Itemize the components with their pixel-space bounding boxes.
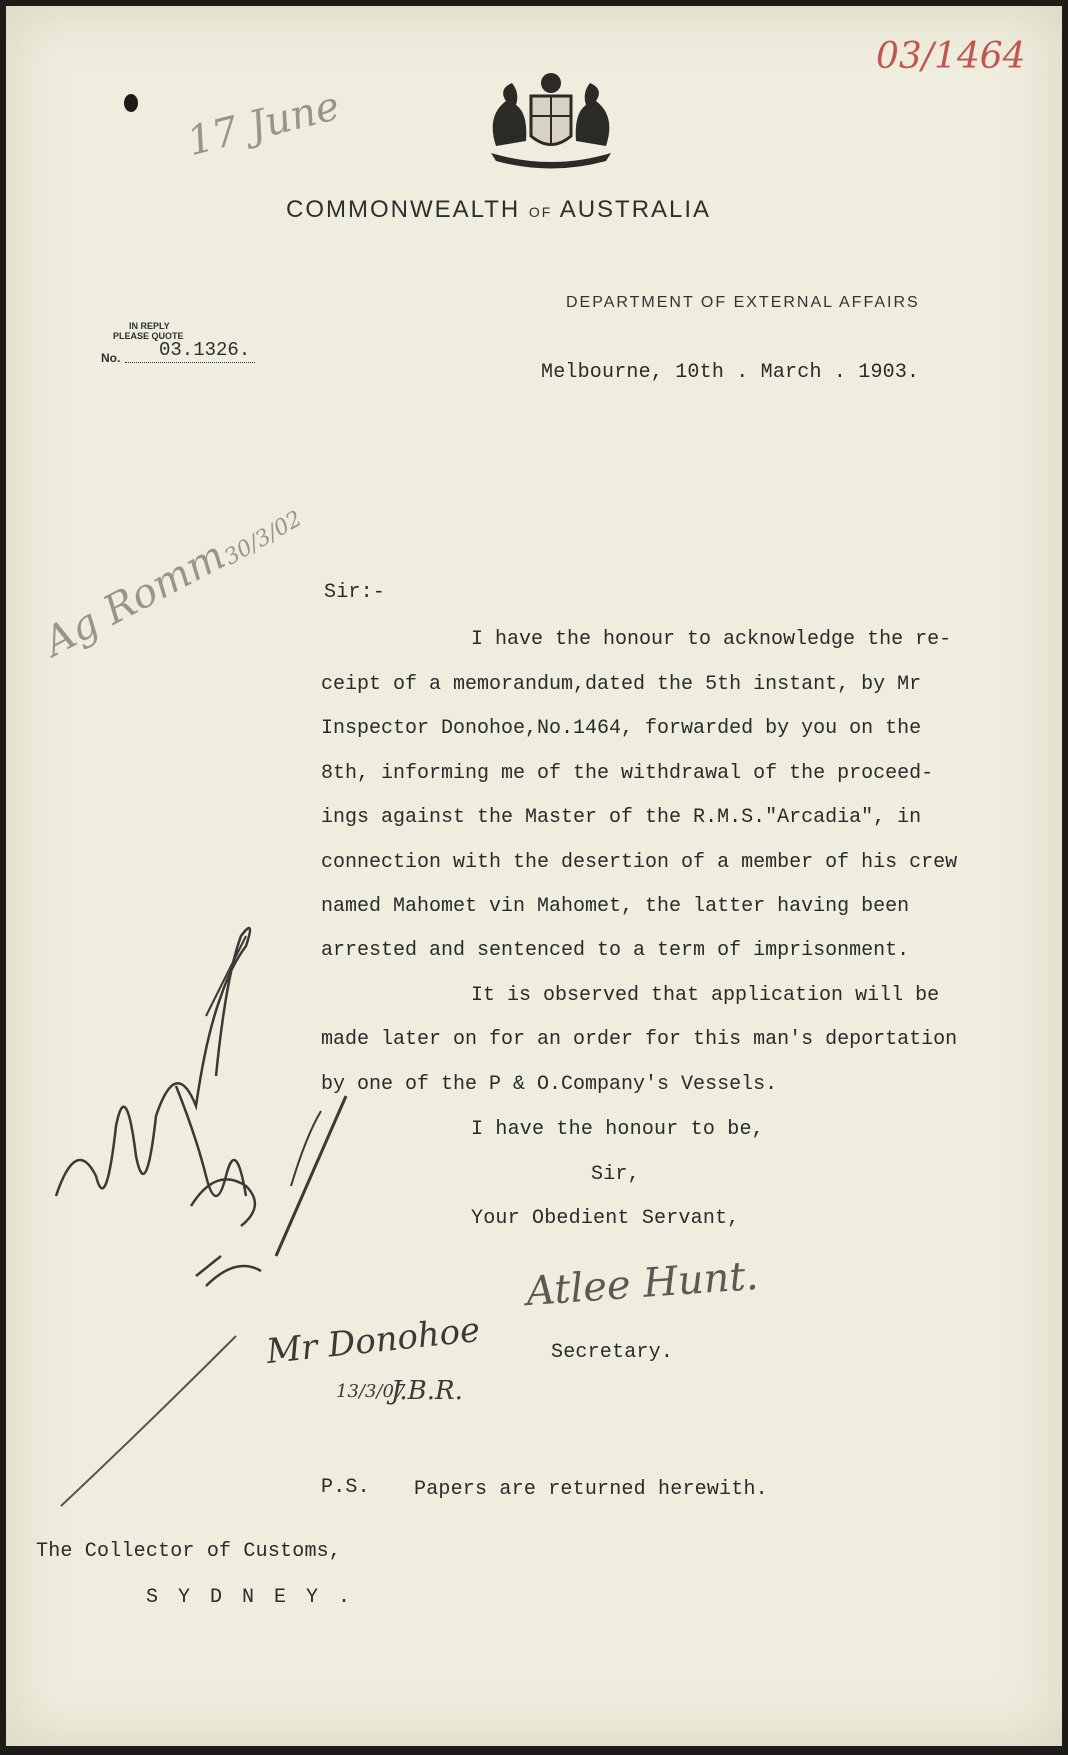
- body-line: made later on for an order for this man's deportation: [321, 1028, 958, 1051]
- addressee-line: The Collector of Customs,: [36, 1540, 342, 1563]
- closing-servant: Your Obedient Servant,: [471, 1207, 740, 1230]
- body-line: I have the honour to acknowledge the re-: [471, 628, 952, 651]
- reply-label: IN REPLY: [129, 321, 170, 331]
- body-line: connection with the desertion of a member of his crew: [321, 851, 958, 874]
- red-reference-number: 03/1464: [876, 36, 1026, 77]
- handwritten-name-note: Mr Donohoe: [264, 1309, 482, 1373]
- letter-page: [6, 6, 1062, 1746]
- diagonal-pen-stroke: [46, 1326, 246, 1516]
- dateline: Melbourne, 10th . March . 1903.: [541, 361, 920, 384]
- secretary-title: Secretary.: [551, 1341, 674, 1364]
- please-quote-label: PLEASE QUOTE: [113, 331, 184, 341]
- body-line: ings against the Master of the R.M.S."Arcadia", in: [321, 806, 922, 829]
- letterhead-title: COMMONWEALTH OF AUSTRALIA: [286, 196, 712, 223]
- secretary-signature: Atlee Hunt.: [524, 1252, 760, 1316]
- reply-number-dots: [125, 362, 255, 363]
- closing-sir: Sir,: [591, 1163, 640, 1186]
- body-line: Inspector Donohoe,No.1464, forwarded by you on the: [321, 717, 922, 740]
- postscript-label: P.S.: [321, 1476, 370, 1499]
- body-line: It is observed that application will be: [471, 984, 940, 1007]
- salutation: Sir:-: [324, 581, 386, 604]
- body-line: by one of the P & O.Company's Vessels.: [321, 1073, 778, 1096]
- reply-number-label: No.: [101, 351, 121, 365]
- pencil-margin-date: 30/3/02: [220, 506, 307, 571]
- handwritten-initials: J.B.R.: [391, 1376, 463, 1406]
- body-line: ceipt of a memorandum,dated the 5th instant, by Mr: [321, 673, 922, 696]
- coat-of-arms-emblem: [476, 61, 626, 171]
- body-line: arrested and sentenced to a term of imprisonment.: [321, 939, 910, 962]
- pencil-date-note: 17 June: [182, 82, 345, 166]
- pencil-margin-note: Ag Romm: [36, 532, 233, 666]
- margin-signature-scrawl: [46, 876, 376, 1306]
- department-heading: DEPARTMENT OF EXTERNAL AFFAIRS: [566, 294, 920, 311]
- closing-line: I have the honour to be,: [471, 1118, 764, 1141]
- postscript-text: Papers are returned herewith.: [414, 1478, 768, 1501]
- handwritten-date-fraction: 13/3/07: [336, 1381, 406, 1402]
- body-line: 8th, informing me of the withdrawal of the proceed-: [321, 762, 934, 785]
- ink-blot: [124, 94, 138, 112]
- body-line: named Mahomet vin Mahomet, the latter having been: [321, 895, 910, 918]
- addressee-city: S Y D N E Y .: [146, 1586, 355, 1609]
- reply-number-value: 03.1326.: [159, 339, 251, 361]
